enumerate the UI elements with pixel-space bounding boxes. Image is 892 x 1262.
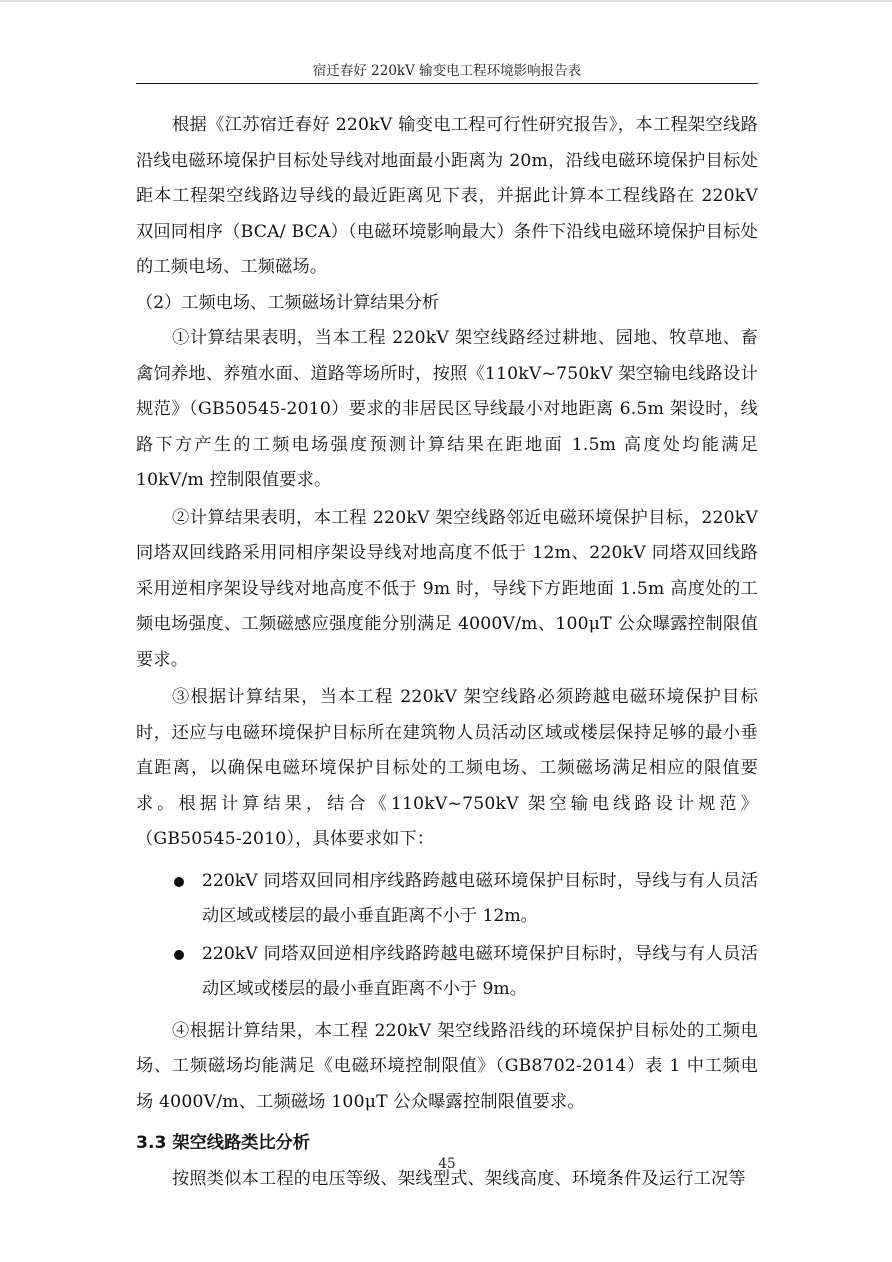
section-heading: 3.3 架空线路类比分析 xyxy=(136,1133,310,1153)
paragraph-intro: 根据《江苏宿迁春好 220kV 输变电工程可行性研究报告》，本工程架空线路沿线电磁环境保护目标处导线对地面最小距离为 20m，沿线电磁环境保护目标处距本工程架空线路边导线的最近距离见下表，并据此计算本工程线路在 220kV 双回同相序（BCA/ BCA）（电磁环境影响最大）条件下沿线电磁环境保护目标处的工频电场、工频磁场。 xyxy=(136,115,758,277)
paragraph-result-4: ④根据计算结果，本工程 220kV 架空线路沿线的环境保护目标处的工频电场、工频磁场均能满足《电磁环境控制限值》（GB8702-2014）表 1 中工频电场 4000V/m、工频磁场 100μT 公众曝露控制限值要求。 xyxy=(136,1020,758,1112)
list-item xyxy=(136,937,758,1008)
bullet-dot-icon xyxy=(174,950,184,960)
header-divider xyxy=(136,83,758,84)
running-header: 宿迁春好 220kV 输变电工程环境影响报告表 xyxy=(312,63,582,79)
paragraph-result-2: ②计算结果表明，本工程 220kV 架空线路邻近电磁环境保护目标，220kV 同塔双回线路采用同相序架设导线对地高度不低于 12m、220kV 同塔双回线路采用逆相序架设导线对地高度不低于 9m 时，导线下方距地面 1.5m 高度处的工频电场强度、工频磁感应强度能分别满足 4000V/m、100μT 公众曝露控制限值要求。 xyxy=(136,507,758,670)
list-item xyxy=(136,864,758,935)
page-number: 45 xyxy=(438,1156,456,1172)
page-body xyxy=(136,108,758,1197)
list-item-text: 220kV 同塔双回逆相序线路跨越电磁环境保护目标时，导线与有人员活动区域或楼层的最小垂直距离不小于 9m。 xyxy=(202,943,758,999)
page-top-edge xyxy=(0,0,892,2)
subsection-heading: （2）工频电场、工频磁场计算结果分析 xyxy=(136,292,440,313)
list-item-text: 220kV 同塔双回同相序线路跨越电磁环境保护目标时，导线与有人员活动区域或楼层的最小垂直距离不小于 12m。 xyxy=(202,870,758,926)
paragraph-result-3: ③根据计算结果，当本工程 220kV 架空线路必须跨越电磁环境保护目标时，还应与电磁环境保护目标所在建筑物人员活动区域或楼层保持足够的最小垂直距离，以确保电磁环境保护目标处的工频电场、工频磁场满足相应的限值要求。根据计算结果，结合《110kV~750kV 架空输电线路设计规范》（GB50545-2010），具体要求如下： xyxy=(136,687,758,849)
bullet-dot-icon xyxy=(174,877,184,887)
paragraph-result-1: ①计算结果表明，当本工程 220kV 架空线路经过耕地、园地、牧草地、畜禽饲养地、养殖水面、道路等场所时，按照《110kV~750kV 架空输电线路设计规范》（GB50545-2010）要求的非居民区导线最小对地距离 6.5m 架设时，线路下方产生的工频电场强度预测计算结果在距地面 1.5m 高度处均能满足 10kV/m 控制限值要求。 xyxy=(136,328,758,490)
paragraph-analogy: 按照类似本工程的电压等级、架线型式、架线高度、环境条件及运行工况等 xyxy=(172,1168,746,1189)
